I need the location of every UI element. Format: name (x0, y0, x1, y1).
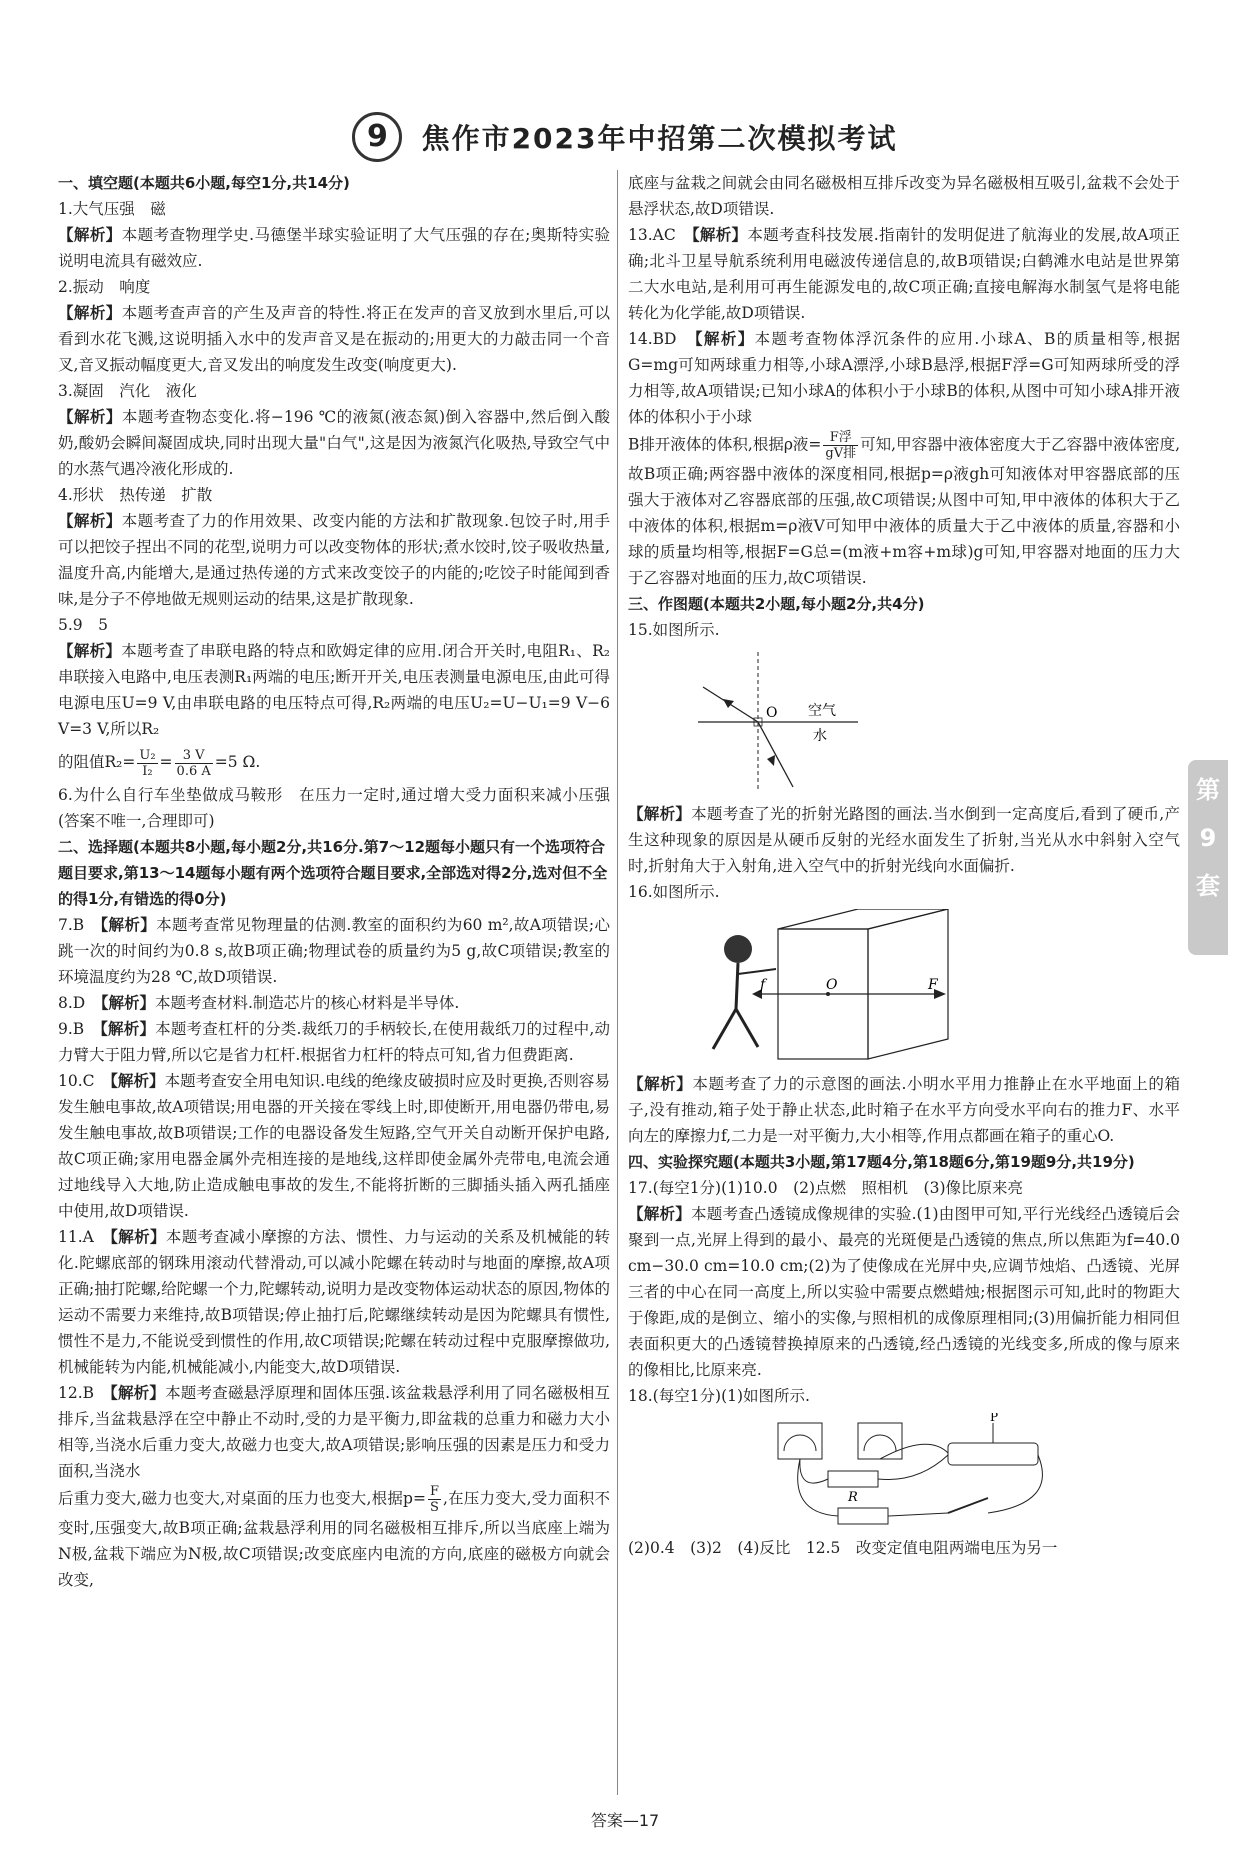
side-tab (1188, 760, 1228, 955)
fraction: $\frac{F}{S}$ (429, 1484, 439, 1515)
person-head (724, 935, 752, 963)
circuit-svg (628, 1413, 1180, 1531)
q3-answer: 3.凝固 汽化 液化 (58, 382, 197, 400)
fraction: $\frac{\text{U₂}}{\text{I₂}}$ (139, 747, 156, 779)
q10-block: 10.C 【解析】本题考查安全用电知识.电线的绝缘皮破损时应及时更换,否则容易发生触电事故,故A项错误;用电器的开关接在零线上时,即使断开,用电器仍带电,易发生触电事故,故B项错误;工作的电器设备发生短路,空气开关自动断开保护电路,故C项正确;家用电器金属外壳相连接的是地线,这样即使金属外壳带电,电流会通过地线导入大地,防止造成触电事故的发生,不能将折断的三脚插头插入两孔插座中使用,故D项错误. (58, 1072, 610, 1220)
fig18-p-label: P (990, 1413, 999, 1424)
wires (798, 1444, 1043, 1516)
fig18-r-label: R (848, 1490, 858, 1505)
q5-formula: 的阻值R₂= $\frac{\text{U₂}}{\text{I₂}}$ = $\frac{3 V}{0.6 A}$ =5 Ω. (58, 747, 261, 779)
q17-explanation: 【解析】本题考查凸透镜成像规律的实验.(1)由图甲可知,平行光线经凸透镜后会聚到一点,光屏上得到的最小、最亮的光斑便是凸透镜的焦点,所以焦距为f=40.0 cm−30.0 cm=10.0 cm;(2)为了使像成在光屏中央,应调节烛焰、凸透镜、光屏三者的中心在同一高度上,所以实验中需要点燃蜡烛;根据图示可知,此时的物距大于像距,成的是倒立、缩小的实像,与照相机的成像原理相同;(3)用偏折能力相同但表面积更大的凸透镜替换掉原来的凸透镜,经凸透镜的光线变多,所成的像与原来的像相比,比原来亮. (628, 1205, 1180, 1379)
force-diagram (628, 909, 1180, 1067)
q14-formula: B排开液体的体积,根据ρ液= $\frac{\text{F浮}}{\text{gV排}}$ 可知,甲容器中液体密度大于乙容器中液体密度,故B项正确;两容器中液体的深度相同,根据p=ρ液gh可知液体对甲容器底部的压强大于液体对乙容器底部的压强,故C项错误;从图中可知,甲中液体的体积大于乙中液体的体积,根据m=ρ液V可知甲中液体的质量大于乙中液体的质量,容器和小球的质量均相等,根据F=G总=(m液+m容+m球)g可知,甲容器对地面的压力大于乙容器对地面的压力,故C项错误. (628, 430, 1180, 587)
person-body (736, 963, 738, 1009)
section-drawing: 三、作图题(本题共2小题,每小题2分,共4分) (628, 595, 925, 613)
q4-answer: 4.形状 热传递 扩散 (58, 486, 213, 504)
ammeter (858, 1423, 902, 1459)
fig15-water-label: 水 (813, 728, 827, 744)
force-svg (628, 909, 1180, 1067)
fig16-F-label: F (928, 977, 938, 993)
q4-explanation: 【解析】本题考查了力的作用效果、改变内能的方法和扩散现象.包饺子时,用手可以把饺子捏出不同的花型,说明力可以改变物体的形状;煮水饺时,饺子吸收热量,温度升高,内能增大,是通过热传递的方式来改变饺子的内能的;吃饺子时能闻到香味,是分子不停地做无规则运动的结果,这是扩散现象. (58, 512, 610, 608)
refraction-diagram (628, 647, 1180, 797)
section-experiment: 四、实验探究题(本题共3小题,第17题4分,第18题6分,第19题9分,共19分) (628, 1153, 1135, 1171)
q8-block: 8.D 【解析】本题考查材料.制造芯片的核心材料是半导体. (58, 994, 460, 1012)
meter-dial (864, 1435, 896, 1451)
box-top (778, 909, 948, 929)
q3-explanation: 【解析】本题考查物态变化.将−196 ℃的液氮(液态氮)倒入容器中,然后倒入酸奶,酸奶会瞬间凝固成块,同时出现大量"白气",这是因为液氮汽化吸热,导致空气中的水蒸气遇冷液化形成的. (58, 408, 610, 478)
page-title: 焦作市2023年中招第二次模拟考试 (421, 122, 898, 155)
resistor-r (828, 1471, 878, 1487)
q1-explanation: 【解析】本题考查物理学史.马德堡半球实验证明了大气压强的存在;奥斯特实验说明电流具有磁效应. (58, 226, 610, 270)
header (0, 112, 1250, 162)
q14-block: 14.BD 【解析】本题考查物体浮沉条件的应用.小球A、B的质量相等,根据G=mg可知两球重力相等,小球A漂浮,小球B悬浮,根据F浮=G可知两球所受的浮力相等,故A项错误;已知小球A的体积小于小球B的体积,从图中可知小球A排开液体的体积小于小球 (628, 330, 1180, 426)
person-leg (736, 1009, 758, 1047)
meter-dial (784, 1435, 816, 1451)
q2-explanation: 【解析】本题考查声音的产生及声音的特性.将正在发声的音叉放到水里后,可以看到水花飞溅,这说明插入水中的发声音叉是在振动的;用更大的力敲击同一个音叉,音叉振动幅度更大,音叉发出的响度发生改变(响度更大). (58, 304, 610, 374)
q16-explanation: 【解析】本题考查了力的示意图的画法.小明水平用力推静止在水平地面上的箱子,没有推动,箱子处于静止状态,此时箱子在水平方向受水平向右的推力F、水平向左的摩擦力f,二力是一对平衡力,大小相等,作用点都画在箱子的重心O. (628, 1075, 1180, 1145)
ray-arrow (723, 699, 734, 708)
side-tab-char: 第 (1196, 776, 1220, 804)
q13-block: 13.AC 【解析】本题考查科技发展.指南针的发明促进了航海业的发展,故A项正确;北斗卫星导航系统利用电磁波传递信息的,故B项错误;白鹤滩水电站是世界第二大水电站,是利用可再生能源发电的,故C项正确;直接电解海水制氢气是将电能转化为化学能,故D项错误. (628, 226, 1180, 322)
q12-formula: 后重力变大,磁力也变大,对桌面的压力也变大,根据p= $\frac{F}{S}$ ,在压力变大,受力面积不变时,压强变大,故B项正确;盆栽悬浮利用的同名磁极相互排斥,所以当底座上端为N极,盆栽下端应为N极,故C项错误;改变底座内电流的方向,底座的磁极方向就会改变, (58, 1484, 610, 1589)
fraction: $\frac{\text{F浮}}{\text{gV排}}$ (825, 430, 857, 461)
column-divider (617, 170, 618, 1795)
q5-answer: 5.9 5 (58, 616, 109, 634)
fig16-f-label: f (760, 977, 766, 993)
q9-block: 9.B 【解析】本题考查杠杆的分类.裁纸刀的手柄较长,在使用裁纸刀的过程中,动力臂大于阻力臂,所以它是省力杠杆.根据省力杠杆的特点可知,省力但费距离. (58, 1020, 610, 1064)
side-tab-number: 9 (1199, 824, 1217, 852)
fraction: $\frac{3 V}{0.6 A}$ (176, 747, 211, 779)
incident-ray (758, 722, 793, 787)
left-column (58, 170, 610, 1593)
battery (838, 1508, 888, 1524)
person-leg (713, 1009, 736, 1049)
page-footer: 答案—17 (590, 1811, 660, 1830)
q12-block: 12.B 【解析】本题考查磁悬浮原理和固体压强.该盆栽悬浮利用了同名磁极相互排斥,当盆栽悬浮在空中静止不动时,受的力是平衡力,即盆栽的总重力和磁力大小相等,当浇水后重力变大,故磁力也变大,故A项错误;影响压强的因素是压力和受力面积,当浇水 (58, 1384, 610, 1480)
q2-answer: 2.振动 响度 (58, 278, 151, 296)
section-choice: 二、选择题(本题共8小题,每小题2分,共16分.第7～12题每小题只有一个选项符合题目要求,第13～14题每小题有两个选项符合题目要求,全部选对得2分,选对但不全的得1分,有错选的得0分) (58, 838, 608, 908)
side-tab-char: 套 (1196, 872, 1220, 900)
ray-arrow (767, 755, 775, 766)
q6-answer: 6.为什么自行车坐垫做成马鞍形 在压力一定时,通过增大受力面积来减小压强(答案不唯一,合理即可) (58, 786, 610, 830)
person-arm (738, 969, 776, 974)
q18-continuation: (2)0.4 (3)2 (4)反比 12.5 改变定值电阻两端电压为另一 (628, 1539, 1058, 1557)
q16-answer: 16.如图所示. (628, 883, 720, 901)
q7-block: 7.B 【解析】本题考查常见物理量的估测.教室的面积约为60 m²,故A项错误;心跳一次的时间约为0.8 s,故B项正确;物理试卷的质量约为5 g,故C项错误;教室的环境温度约为28 ℃,故D项错误. (58, 916, 610, 986)
set-number-badge: 9 (352, 112, 402, 162)
rheostat (948, 1443, 1038, 1465)
voltmeter (778, 1423, 822, 1459)
fig15-air-label: 空气 (808, 703, 836, 719)
switch (948, 1498, 988, 1513)
q12-continuation: 底座与盆栽之间就会由同名磁极相互排斥改变为异名磁极相互吸引,盆栽不会处于悬浮状态,故D项错误. (628, 174, 1180, 218)
section-fill-blank: 一、填空题(本题共6小题,每空1分,共14分) (58, 174, 350, 192)
q1-answer: 1.大气压强 磁 (58, 200, 166, 218)
q11-block: 11.A 【解析】本题考查减小摩擦的方法、惯性、力与运动的关系及机械能的转化.陀螺底部的钢珠用滚动代替滑动,可以减小陀螺在转动时与地面的摩擦,故A项正确;抽打陀螺,给陀螺一个力,陀螺转动,说明力是改变物体运动状态的原因,物体的运动不需要力来维持,故B项错误;停止抽打后,陀螺继续转动是因为陀螺具有惯性,惯性不是力,不能说受到惯性的作用,故C项错误;陀螺在转动过程中克服摩擦做功,机械能转为内能,机械能减小,内能变大,故D项错误. (58, 1228, 610, 1376)
q17-answer: 17.(每空1分)(1)10.0 (2)点燃 照相机 (3)像比原来亮 (628, 1179, 1023, 1197)
fig16-o-label: O (826, 977, 838, 993)
circuit-diagram (628, 1413, 1180, 1531)
q15-answer: 15.如图所示. (628, 621, 720, 639)
refraction-svg (628, 647, 1180, 797)
right-column (628, 170, 1180, 1561)
q15-explanation: 【解析】本题考查了光的折射光路图的画法.当水倒到一定高度后,看到了硬币,产生这种现象的原因是从硬币反射的光经水面发生了折射,当光从水中斜射入空气时,折射角大于入射角,进入空气中的折射光线向水面偏折. (628, 805, 1180, 875)
fig15-o-label: O (766, 705, 778, 721)
q5-explanation: 【解析】本题考查了串联电路的特点和欧姆定律的应用.闭合开关时,电阻R₁、R₂串联接入电路中,电压表测R₁两端的电压;断开开关,电压表测量电源电压,由此可得电源电压U=9 V,由串联电路的电压特点可得,R₂两端的电压U₂=U−U₁=9 V−6 V=3 V,所以R₂ (58, 642, 610, 738)
q18-answer: 18.(每空1分)(1)如图所示. (628, 1387, 810, 1405)
